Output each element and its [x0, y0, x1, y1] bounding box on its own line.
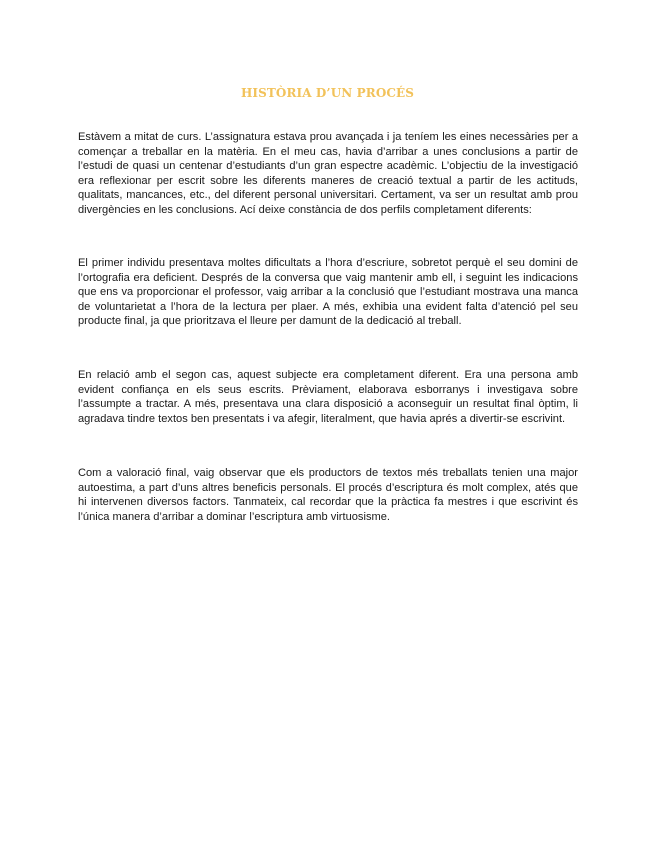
- paragraph-second-case: En relació amb el segon cas, aquest subjecte era completament diferent. Era una persona amb evident confiança en els seus escrits. Prèviament, elaborava esborranys i investigava sobre l’assumpte a tractar. A més, presentava una clara disposició a aconseguir un resultat final òptim, li agradava tindre textos ben presentats i va afegir, literalment, que havia aprés a divertir-se escrivint.: [78, 369, 578, 425]
- paragraph-first-case: El primer individu presentava moltes dificultats a l’hora d’escriure, sobretot perquè el seu domini de l’ortografia era deficient. Després de la conversa que vaig mantenir amb ell, i seguint les indicacions que ens va proporcionar el professor, vaig arribar a la conclusió que l’estudiant mostrava una manca de voluntarietat a l’hora de la lectura per plaer. A més, exhibia una evident falta d’atenció pel seu producte final, ja que prioritzava el lleure per damunt de la dedicació al treball.: [78, 257, 578, 327]
- paragraph-conclusion: Com a valoració final, vaig observar que els productors de textos més treballats tenien una major autoestima, a part d’uns altres beneficis personals. El procés d’escriptura és molt complex, atés que hi intervenen diversos factors. Tanmateix, cal recordar que la pràctica fa mestres i que escrivint és l’única manera d’arribar a dominar l’escriptura amb virtuosisme.: [78, 467, 578, 523]
- paragraph-introduction: Estàvem a mitat de curs. L’assignatura estava prou avançada i ja teníem les eines necessàries per a començar a treballar en la matèria. En el meu cas, havia d’arribar a unes conclusions a partir de l’estudi de quasi un centenar d’estudiants d’un gran espectre acadèmic. L’objectiu de la investigació era reflexionar per escrit sobre les diferents maneres de creació textual a partir de les actituds, qualitats, mancances, etc., del diferent personal universitari. Certament, va ser un resultat amb prou divergències en les conclusions. Ací deixe constància de dos perfils completament diferents:: [78, 131, 578, 216]
- page-title: HISTÒRIA D’UN PROCÉS: [240, 86, 415, 100]
